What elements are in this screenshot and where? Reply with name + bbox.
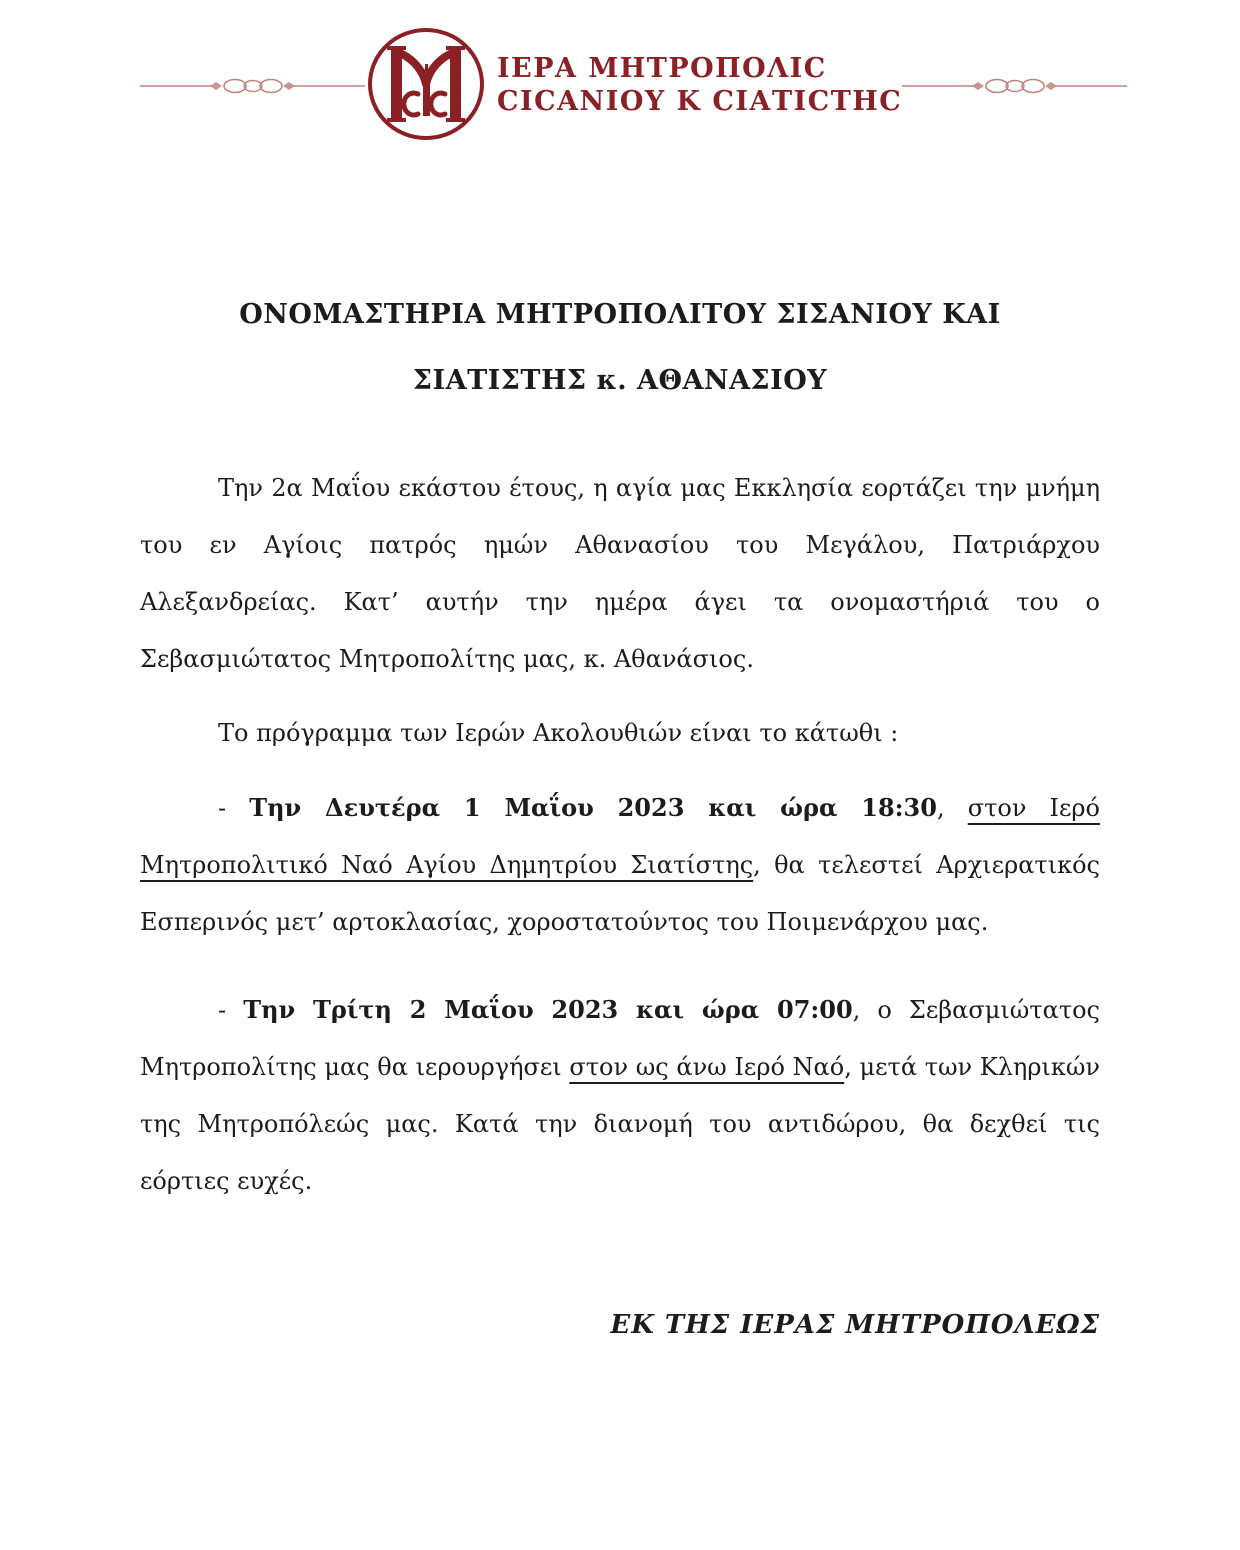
brand-name <box>497 53 902 119</box>
brand-name-line2: CΙCΑΝΙΟΥ Κ CΙΑΤΙCΤΗC <box>497 86 903 117</box>
item-location: στον Ιερό Μητροπολιτικό Ναό Αγίου Δημητρίου Σιατίστης <box>140 794 1100 879</box>
title-line-2: ΣΙΑΤΙΣΤΗΣ κ. ΑΘΑΝΑΣΙΟΥ <box>412 365 828 396</box>
metropolis-seal-icon <box>365 26 487 146</box>
item-description: , θα τελεστεί Αρχιερατικός Εσπερινός μετ’ αρτοκλασίας, χοροστατούντος του Ποιμενάρχου μας. <box>140 851 1100 936</box>
signature <box>140 1310 1100 1340</box>
brand-name-line1: ΙΕΡΑ ΜΗΤΡΟΠΟΛΙC <box>497 53 827 85</box>
item-dash: - <box>218 996 244 1024</box>
ornament-divider-right-icon <box>902 74 1127 102</box>
item-datetime: Την Τρίτη 2 Μαΐου 2023 και ώρα 07:00 <box>243 995 853 1024</box>
signature-text: ΕΚ ΤΗΣ ΙΕΡΑΣ ΜΗΤΡΟΠΟΛΕΩΣ <box>610 1310 1100 1340</box>
schedule-item-monday <box>140 779 1100 951</box>
ornament-divider-left-icon <box>140 74 365 102</box>
item-dash: - <box>218 794 250 822</box>
intro-text: Την 2α Μαΐου εκάστου έτους, η αγία μας Εκκλησία εορτάζει την μνήμη του εν Αγίοις πατρός ημών Αθανασίου του Μεγάλου, Πατριάρχου Αλεξανδρείας. Κατ’ αυτήν την ημέρα άγει τα ονομαστήριά του ο Σεβασμιώτατος Μητροπολίτης μας, κ. Αθανάσιος. <box>140 474 1100 673</box>
document-body <box>140 460 1100 1210</box>
program-intro-paragraph <box>140 705 1100 762</box>
brand <box>365 26 902 146</box>
item-lead: ο Σεβασμιώτατος Μητροπολίτης μας θα ιερουργήσει <box>140 996 1101 1081</box>
intro-paragraph <box>140 460 1100 688</box>
program-intro-text: Το πρόγραμμα των Ιερών Ακολουθιών είναι το κάτωθι : <box>218 719 899 747</box>
item-location: στον ως άνω Ιερό Ναό <box>569 1053 845 1081</box>
letterhead <box>140 26 1100 146</box>
document-title <box>140 282 1100 414</box>
title-line-1: ΟΝΟΜΑΣΤΗΡΙΑ ΜΗΤΡΟΠΟΛΙΤΟΥ ΣΙΣΑΝΙΟΥ ΚΑΙ <box>239 299 1001 330</box>
item-datetime: Την Δευτέρα 1 Μαΐου 2023 και ώρα 18:30 <box>249 793 937 822</box>
item-separator: , <box>852 996 878 1024</box>
item-description: , μετά των Κληρικών της Μητροπόλεώς μας. Κατά την διανομή του αντιδώρου, θα δεχθεί τις εόρτιες ευχές. <box>140 1053 1100 1195</box>
item-separator: , <box>936 794 968 822</box>
schedule-item-tuesday <box>140 981 1100 1210</box>
